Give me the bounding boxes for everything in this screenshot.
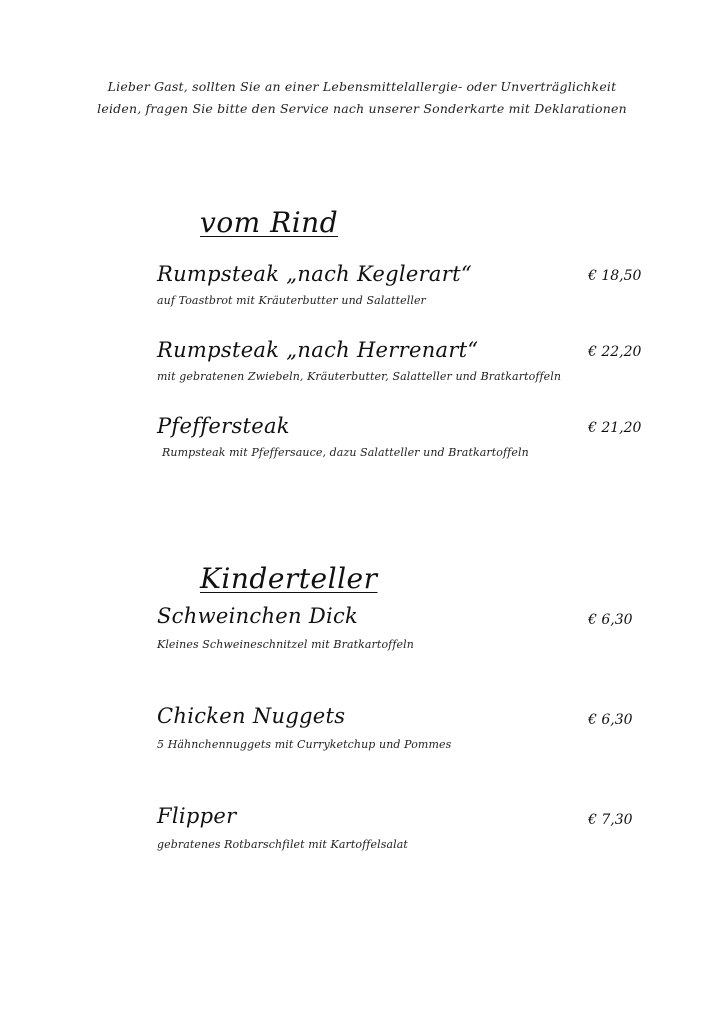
menu-item-name: Flipper — [157, 804, 237, 828]
menu-item-price: € 6,30 — [588, 712, 633, 728]
allergy-notice-line-2: leiden, fragen Sie bitte den Service nach unserer Sonderkarte mit Deklarationen — [97, 101, 627, 116]
allergy-notice-line-1: Lieber Gast, sollten Sie an einer Lebensmittelallergie- oder Unverträglichkeit — [107, 79, 617, 94]
menu-item-name: Pfeffersteak — [157, 414, 290, 438]
menu-item-description: gebratenes Rotbarschfilet mit Kartoffelsalat — [157, 838, 408, 851]
menu-item-price: € 7,30 — [588, 812, 633, 828]
menu-item-price: € 21,20 — [588, 420, 642, 436]
menu-item-description: Rumpsteak mit Pfeffersauce, dazu Salatteller und Bratkartoffeln — [162, 446, 529, 459]
menu-item-name: Rumpsteak „nach Keglerart“ — [157, 262, 472, 286]
menu-item-description: 5 Hähnchennuggets mit Curryketchup und Pommes — [157, 738, 452, 751]
section-title-kinderteller: Kinderteller — [200, 562, 378, 595]
section-title-vom-rind: vom Rind — [200, 206, 339, 239]
menu-item-price: € 18,50 — [588, 268, 642, 284]
menu-item-name: Rumpsteak „nach Herrenart“ — [157, 338, 479, 362]
menu-item-description: auf Toastbrot mit Kräuterbutter und Salatteller — [157, 294, 426, 307]
menu-item-name: Schweinchen Dick — [157, 604, 359, 628]
allergy-notice — [40, 76, 684, 120]
menu-item-price: € 22,20 — [588, 344, 642, 360]
menu-item-description: Kleines Schweineschnitzel mit Bratkartoffeln — [157, 638, 414, 651]
menu-item-description: mit gebratenen Zwiebeln, Kräuterbutter, Salatteller und Bratkartoffeln — [157, 370, 562, 383]
menu-item-price: € 6,30 — [588, 612, 633, 628]
menu-item-name: Chicken Nuggets — [157, 704, 346, 728]
